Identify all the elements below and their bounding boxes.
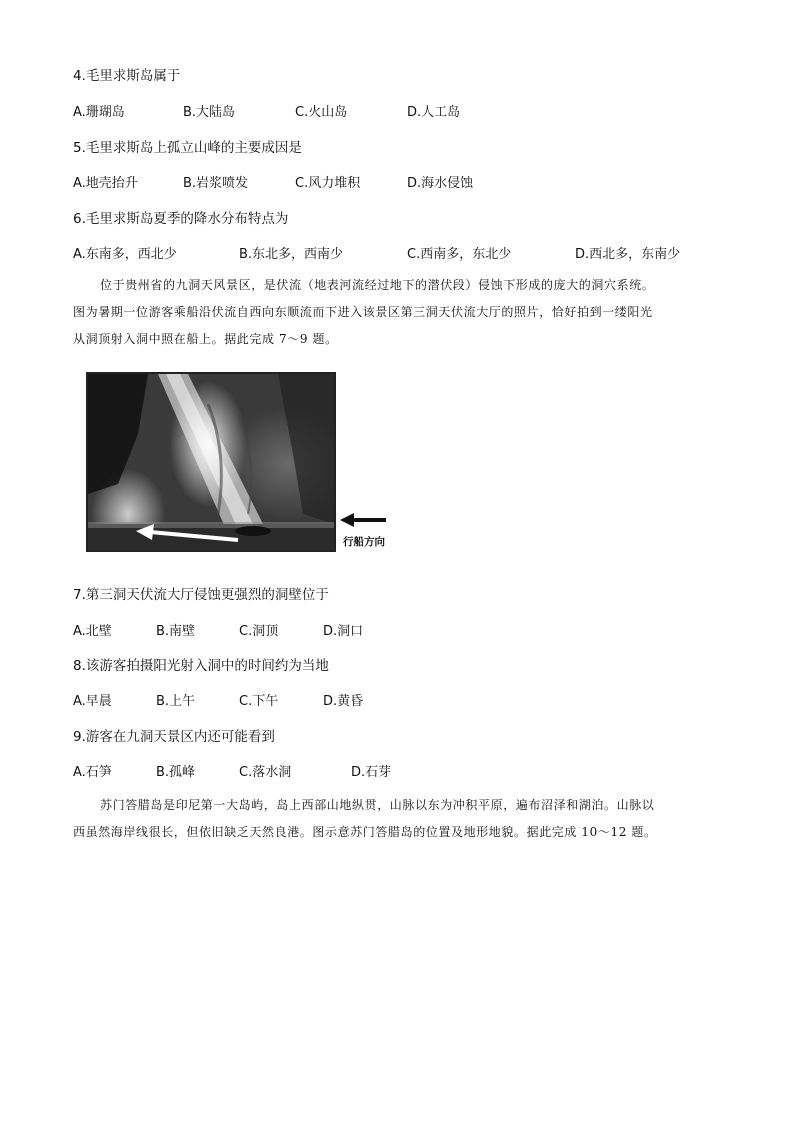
- direction-arrow-icon: [338, 512, 388, 528]
- option-7a: A.北壁: [73, 624, 112, 639]
- option-8a: A.早晨: [73, 694, 112, 709]
- question-8-stem: 8.该游客拍摄阳光射入洞中的时间约为当地: [73, 658, 329, 674]
- option-5d: D.海水侵蚀: [407, 176, 474, 191]
- option-6c: C.西南多，东北少: [407, 247, 512, 262]
- passage-2-line-1: 苏门答腊岛是印尼第一大岛屿，岛上西部山地纵贯，山脉以东为冲积平原，遍布沼泽和湖泊。山脉以: [100, 798, 655, 812]
- option-9a: A.石笋: [73, 765, 112, 780]
- passage-1-line-2: 图为暑期一位游客乘船沿伏流自西向东顺流而下进入该景区第三洞天伏流大厅的照片，恰好拍到一缕阳光: [73, 305, 653, 319]
- passage-karst-cave: [73, 272, 723, 353]
- option-6d: D.西北多，东南少: [575, 247, 681, 262]
- option-4c: C.火山岛: [295, 105, 348, 120]
- option-7c: C.洞顶: [239, 624, 279, 639]
- option-5c: C.风力堆积: [295, 176, 361, 191]
- option-7b: B.南壁: [156, 624, 196, 639]
- question-4-stem: 4.毛里求斯岛属于: [73, 68, 181, 84]
- passage-1-line-1: 位于贵州省的九洞天风景区，是伏流（地表河流经过地下的潜伏段）侵蚀下形成的庞大的洞穴系统。: [100, 278, 655, 292]
- option-8b: B.上午: [156, 694, 196, 709]
- option-8c: C.下午: [239, 694, 279, 709]
- passage-2-line-2: 西虽然海岸线很长，但依旧缺乏天然良港。图示意苏门答腊岛的位置及地形地貌。据此完成 10～12 题。: [73, 825, 657, 839]
- option-9d: D.石芽: [351, 765, 392, 780]
- option-7d: D.洞口: [323, 624, 364, 639]
- option-4a: A.珊瑚岛: [73, 105, 125, 120]
- question-6-stem: 6.毛里求斯岛夏季的降水分布特点为: [73, 211, 289, 227]
- question-9-stem: 9.游客在九洞天景区内还可能看到: [73, 729, 275, 745]
- option-8d: D.黄昏: [323, 694, 364, 709]
- option-6a: A.东南多，西北少: [73, 247, 177, 262]
- question-5-stem: 5.毛里求斯岛上孤立山峰的主要成因是: [73, 140, 302, 156]
- option-9b: B.孤峰: [156, 765, 196, 780]
- cave-photo: [86, 372, 336, 552]
- option-9c: C.落水洞: [239, 765, 292, 780]
- direction-label: 行船方向: [343, 536, 385, 548]
- question-7-stem: 7.第三洞天伏流大厅侵蚀更强烈的洞壁位于: [73, 587, 329, 603]
- option-5b: B.岩浆喷发: [183, 176, 249, 191]
- passage-sumatra: [73, 792, 723, 846]
- option-5a: A.地壳抬升: [73, 176, 138, 191]
- option-4d: D.人工岛: [407, 105, 461, 120]
- passage-1-line-3: 从洞顶射入洞中照在船上。据此完成 7～9 题。: [73, 332, 338, 346]
- option-4b: B.大陆岛: [183, 105, 236, 120]
- option-6b: B.东北多，西南少: [239, 247, 344, 262]
